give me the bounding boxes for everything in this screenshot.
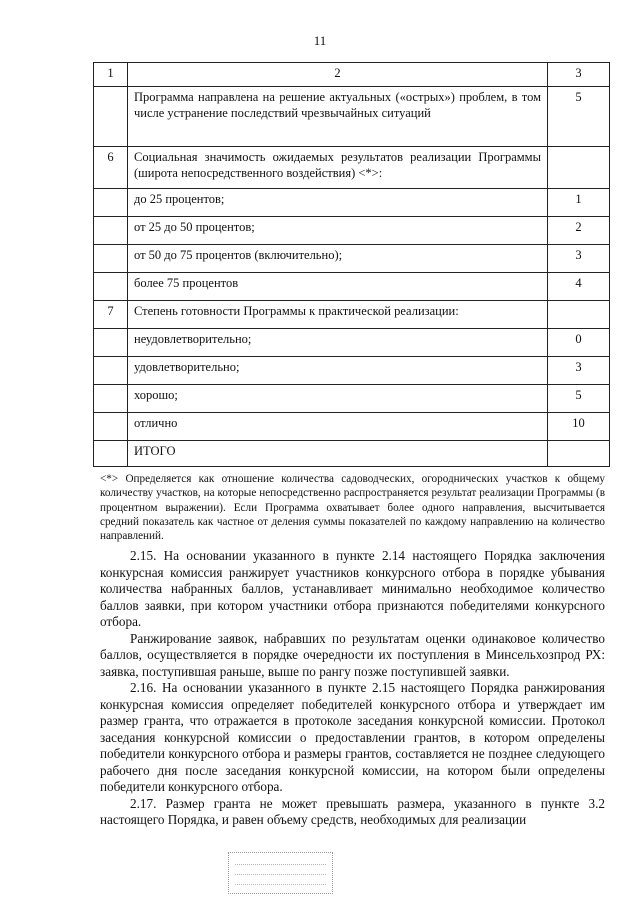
- table-row: [94, 87, 610, 147]
- table-footnote: <*> Определяется как отношение количества садоводческих, огороднических участков к общему количеству участков, на которые непосредственно распространяется результат реализации Программы (в процентном выражении). Если Программа охватывает более одного направления, высчитывается средний показатель как частное от деления суммы показателей по каждому направлению на количество направлений.: [100, 473, 605, 543]
- faint-stamp: [228, 852, 333, 894]
- row-score: 5: [548, 385, 610, 413]
- row-score: 0: [548, 329, 610, 357]
- row-number: 6: [94, 147, 128, 189]
- row-criterion: до 25 процентов;: [128, 189, 548, 217]
- row-number: [94, 441, 128, 467]
- row-criterion: Степень готовности Программы к практической реализации:: [128, 301, 548, 329]
- row-score: 1: [548, 189, 610, 217]
- row-score: [548, 441, 610, 467]
- row-score: 4: [548, 273, 610, 301]
- row-score: 3: [548, 357, 610, 385]
- table-row: [94, 245, 610, 273]
- table-row: [94, 189, 610, 217]
- row-score: [548, 301, 610, 329]
- row-number: [94, 357, 128, 385]
- row-criterion: Социальная значимость ожидаемых результатов реализации Программы (широта непосредственного воздействия) <*>:: [128, 147, 548, 189]
- document-body: [100, 548, 605, 829]
- total-label: ИТОГО: [128, 441, 548, 467]
- row-number: [94, 329, 128, 357]
- header-cell-criterion: 2: [128, 63, 548, 87]
- row-number: 7: [94, 301, 128, 329]
- row-number: [94, 217, 128, 245]
- row-criterion: от 50 до 75 процентов (включительно);: [128, 245, 548, 273]
- row-number: [94, 273, 128, 301]
- table-row: [94, 273, 610, 301]
- paragraph-2-17: 2.17. Размер гранта не может превышать размера, указанного в пункте 3.2 настоящего Порядка, и равен объему средств, необходимых для реализации: [100, 795, 605, 827]
- row-score: [548, 147, 610, 189]
- table-row: [94, 147, 610, 189]
- table-row: [94, 413, 610, 441]
- table-total-row: [94, 441, 610, 467]
- row-number: [94, 87, 128, 147]
- header-cell-score: 3: [548, 63, 610, 87]
- row-number: [94, 385, 128, 413]
- row-score: 10: [548, 413, 610, 441]
- table-row: [94, 385, 610, 413]
- row-score: 3: [548, 245, 610, 273]
- table-row: [94, 329, 610, 357]
- row-criterion: хорошо;: [128, 385, 548, 413]
- row-criterion: удовлетворительно;: [128, 357, 548, 385]
- row-criterion: от 25 до 50 процентов;: [128, 217, 548, 245]
- row-score: 2: [548, 217, 610, 245]
- row-criterion: более 75 процентов: [128, 273, 548, 301]
- row-number: [94, 245, 128, 273]
- row-criterion: неудовлетворительно;: [128, 329, 548, 357]
- row-number: [94, 413, 128, 441]
- header-cell-number: 1: [94, 63, 128, 87]
- paragraph-ranking: Ранжирование заявок, набравших по результатам оценки одинаковое количество баллов, осуществляется в порядке очередности их поступления в Минсельхозпрод РХ: заявка, поступившая раньше, выше по рангу позже поступившей заявки.: [100, 630, 605, 679]
- table-header-row: [94, 63, 610, 87]
- paragraph-2-15: 2.15. На основании указанного в пункте 2.14 настоящего Порядка заключения конкурсная комиссия ранжирует участников конкурсного отбора в порядке убывания количества набранных баллов, устанавливает минимально необходимое количество баллов заявки, при котором участники отбора признаются победителями конкурсного отбора.: [100, 548, 605, 629]
- row-score: 5: [548, 87, 610, 147]
- row-number: [94, 189, 128, 217]
- row-criterion: Программа направлена на решение актуальных («острых») проблем, в том числе устранение последствий чрезвычайных ситуаций: [128, 87, 548, 147]
- table-row: [94, 301, 610, 329]
- table-row: [94, 217, 610, 245]
- criteria-table: [93, 62, 610, 467]
- page-number: 11: [313, 33, 327, 48]
- row-criterion: отлично: [128, 413, 548, 441]
- table-row: [94, 357, 610, 385]
- paragraph-2-16: 2.16. На основании указанного в пункте 2.15 настоящего Порядка ранжирования конкурсная комиссия определяет победителей конкурсного отбора и утверждает им размер гранта, что отражается в протоколе заседания конкурсной комиссии. Протокол заседания конкурсной комиссии о предоставлении грантов, в котором определены победители конкурсного отбора и размеры грантов, составляется не позднее следующего рабочего дня после заседания конкурсной комиссии, на котором были определены победители конкурсного отбора.: [100, 680, 605, 794]
